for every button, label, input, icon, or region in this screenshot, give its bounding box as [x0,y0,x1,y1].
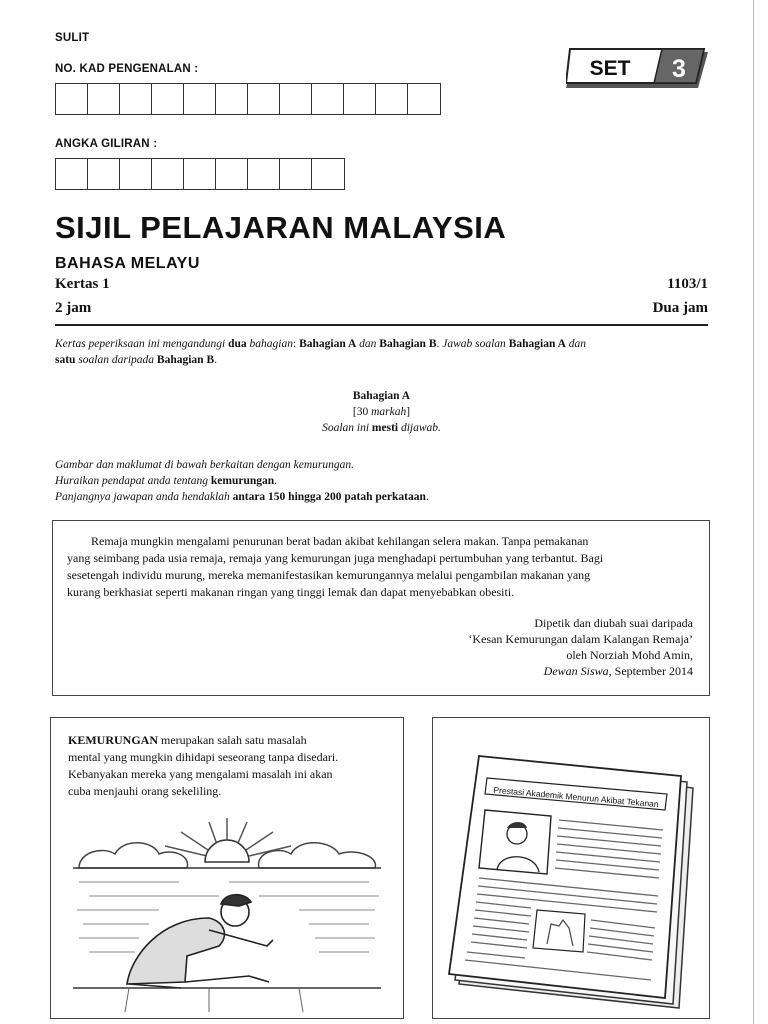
ic-box[interactable] [344,84,376,114]
ic-box[interactable] [312,84,344,114]
excerpt-box [52,520,710,696]
ic-box[interactable] [248,84,280,114]
newspaper-illustration [441,748,703,1010]
newspaper-headline: Prestasi Akademik Menurun Akibat Tekanan [493,784,660,810]
excerpt-line-3: sesetengah individu murung, mereka memanifestasikan kemurungannya melalui pengambilan makanan yang [67,568,591,582]
index-box[interactable] [184,159,216,189]
excerpt-line-1: Remaja mungkin mengalami penurunan berat badan akibat kehilangan selera makan. Tanpa pemakanan [91,534,589,548]
ic-box[interactable] [184,84,216,114]
set-text: SET [589,57,631,80]
index-box[interactable] [152,159,184,189]
paper-label: Kertas 1 [55,276,110,292]
ic-boxes[interactable] [55,83,441,115]
ic-box[interactable] [56,84,88,114]
ic-box[interactable] [120,84,152,114]
ic-label: NO. KAD PENGENALAN : [55,63,199,75]
index-label: ANGKA GILIRAN : [55,138,158,150]
depression-panel [50,717,404,1019]
ic-box[interactable] [88,84,120,114]
depression-keyword: KEMURUNGAN [68,733,158,747]
paper-code: 1103/1 [667,276,708,292]
index-box[interactable] [56,159,88,189]
exam-subject: BAHASA MELAYU [55,255,200,272]
index-box[interactable] [88,159,120,189]
duration-words: Dua jam [652,300,708,316]
excerpt-line-4: kurang berkhasiat seperti makanan ringan yang tinggi lemak dan dapat menyebabkan obesiti. [67,585,515,599]
ic-box[interactable] [376,84,408,114]
newspaper-panel [432,717,710,1019]
header-rule [55,324,708,326]
index-box[interactable] [248,159,280,189]
depression-text: KEMURUNGAN merupakan salah satu masalah mental yang mungkin dihidapi seseorang tanpa disedari. Kebanyakan mereka yang mengalami masalah ini akan cuba menjauhi orang sekeliling. [68,733,339,798]
exam-title: SIJIL PELAJARAN MALAYSIA [55,210,507,245]
section-header: Bahagian A [30 markah] Soalan ini mesti dijawab. [322,390,441,434]
set-badge [566,48,712,92]
duration: 2 jam [55,300,92,316]
instructions: Kertas peperiksaan ini mengandungi dua bahagian: Bahagian A dan Bahagian B. Jawab soalan Bahagian A dan satu soalan daripada Bahagian B. [55,338,587,366]
ic-box[interactable] [408,84,440,114]
ic-box[interactable] [216,84,248,114]
index-boxes[interactable] [55,158,345,190]
page-edge [753,0,754,1024]
sulit-label: SULIT [55,32,90,44]
index-box[interactable] [312,159,344,189]
task-instructions: Gambar dan maklumat di bawah berkaitan dengan kemurungan. Huraikan pendapat anda tentang kemurungan. Panjangnya jawapan anda hendaklah antara 150 hingga 200 patah perkataan. [55,459,429,503]
index-box[interactable] [280,159,312,189]
ic-box[interactable] [280,84,312,114]
ic-box[interactable] [152,84,184,114]
sad-person-illustration [69,806,385,1014]
index-box[interactable] [120,159,152,189]
index-box[interactable] [216,159,248,189]
section-name: Bahagian A [352,390,411,402]
excerpt-line-2: yang seimbang pada usia remaja, remaja yang kemurungan juga menghadapi pertumbuhan yang terbantut. Bagi [67,551,604,565]
excerpt-source: Dipetik dan diubah suai daripada ‘Kesan Kemurungan dalam Kalangan Remaja’ oleh Norziah Mohd Amin, Dewan Siswa, September 2014 [468,616,693,678]
set-number: 3 [672,55,686,83]
